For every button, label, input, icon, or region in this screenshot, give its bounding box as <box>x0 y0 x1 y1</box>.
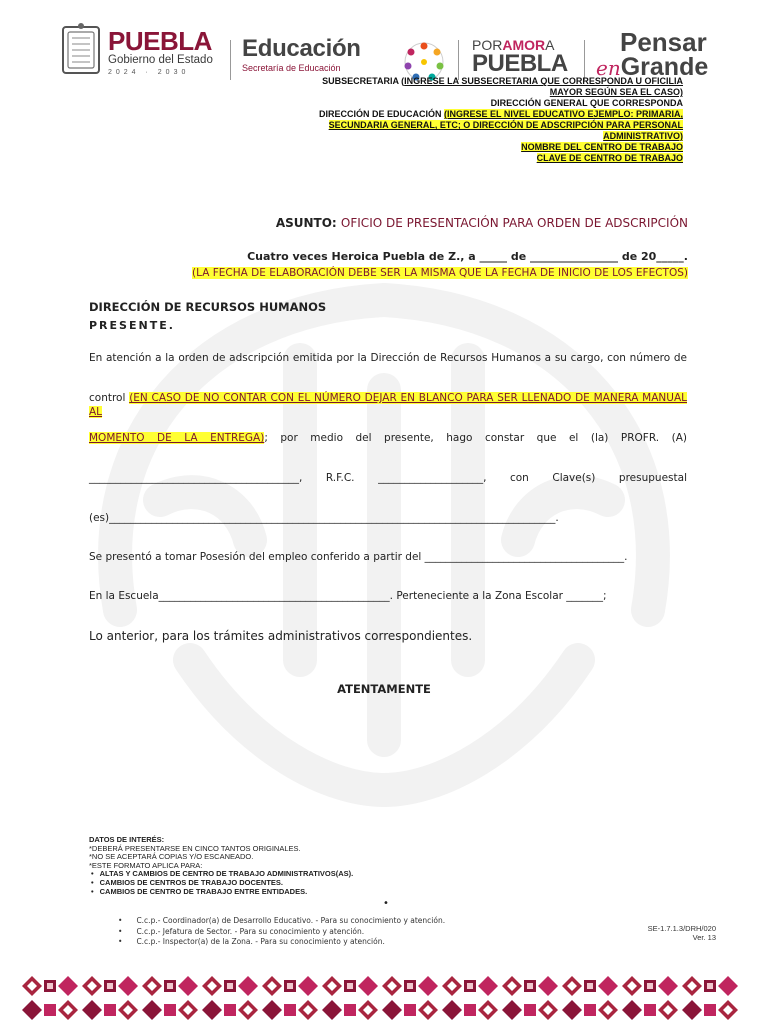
closing-sentence: Lo anterior, para los trámites administrativos correspondientes. <box>89 629 473 643</box>
edu-name: Educación <box>242 35 361 62</box>
logo-divider <box>458 40 459 80</box>
gov-subtitle: Gobierno del Estado <box>108 54 213 66</box>
addressee-text: CLAVE DE CENTRO DE TRABAJO <box>536 153 683 163</box>
subject-label: ASUNTO: <box>275 216 341 230</box>
amor-word: AMOR <box>502 37 546 53</box>
code-text: SE-1.7.1.3/DRH/020 <box>647 924 716 933</box>
body-line-3 <box>89 431 687 445</box>
addressee-line <box>263 76 683 87</box>
ccp-list <box>118 916 445 948</box>
puebla-logo <box>108 28 220 78</box>
addressee-line <box>263 142 683 153</box>
addressee-text: DIRECCIÓN DE EDUCACIÓN <box>318 109 444 119</box>
gov-name: PUEBLA <box>108 26 212 56</box>
gov-years: 2024 · 2030 <box>108 69 190 76</box>
en-word: en <box>596 56 621 80</box>
logo-divider <box>230 40 231 80</box>
control-label: control <box>89 392 130 404</box>
addressee-text: INGRESE LA SUBSECRETARIA QUE CORRESPONDA U OFICILIA <box>404 76 683 86</box>
addressee-text: (INGRESE EL NIVEL EDUCATIVO EJEMPLO: PRIMARIA, <box>443 109 683 119</box>
notes-bullet: • ALTAS Y CAMBIOS DE CENTRO DE TRABAJO ADMINISTRATIVOS(AS). <box>89 870 489 879</box>
addressee-block <box>263 76 683 164</box>
addressee-line: MAYOR SEGÚN SEA EL CASO) <box>549 87 683 97</box>
state-seal-icon <box>60 22 102 78</box>
ccp-item: • C.c.p.- Jefatura de Sector. - Para su conocimiento y atención. <box>118 927 445 938</box>
name-rfc-line: ________________________________________, R.F.C. ____________________, con Clave(s) presupuestal <box>89 472 687 484</box>
amor-suffix: A <box>545 37 555 53</box>
notes-line: *ESTE FORMATO APLICA PARA: <box>89 860 203 870</box>
ccp-item: • C.c.p.- Coordinador(a) de Desarrollo Educativo. - Para su conocimiento y atención. <box>118 916 445 927</box>
presente: PRESENTE. <box>89 319 175 332</box>
ccp-item: • C.c.p.- Inspector(a) de la Zona. - Para su conocimiento y atención. <box>118 937 445 948</box>
notes-bullet: • CAMBIOS DE CENTRO DE TRABAJO ENTRE ENTIDADES. <box>89 888 489 897</box>
edu-subtitle: Secretaría de Educación <box>242 63 341 73</box>
body-line-1: En atención a la orden de adscripción emitida por la Dirección de Recursos Humanos a su cargo, con número de <box>89 352 687 364</box>
posesion-line: Se presentó a tomar Posesión del empleo conferido a partir del ______________________________________. <box>89 551 628 563</box>
addressee-line <box>263 109 683 120</box>
logo-divider <box>584 40 585 80</box>
body-text: ; por medio del presente, hago constar que el (la) PROFR. (A) <box>264 432 687 444</box>
amor-puebla: PUEBLA <box>472 50 568 77</box>
por-amor-a-puebla-logo <box>472 38 572 75</box>
education-logo <box>242 36 361 74</box>
subject-value: OFICIO DE PRESENTACIÓN PARA ORDEN DE ADSCRIPCIÓN <box>340 216 688 230</box>
control-note-end: MOMENTO DE LA ENTREGA) <box>89 432 265 444</box>
addressee-text: SUBSECRETARIA ( <box>322 76 405 86</box>
body-line-2 <box>89 391 687 419</box>
pensar-word: Pensar <box>620 27 707 57</box>
date-note-text: (LA FECHA DE ELABORACIÓN DEBE SER LA MISMA QUE LA FECHA DE INICIO DE LOS EFECTOS) <box>192 267 688 279</box>
date-note <box>192 267 688 279</box>
addressee-text: NOMBRE DEL CENTRO DE TRABAJO <box>521 142 683 152</box>
notes-line: *NO SE ACEPTARÁ COPIAS Y/O ESCANEADO. <box>89 852 254 862</box>
notes-title: DATOS DE INTERÉS: <box>89 835 165 844</box>
version-text: Ver. 13 <box>692 933 716 942</box>
control-note: (EN CASO DE NO CONTAR CON EL NÚMERO DEJAR EN BLANCO PARA SER LLENADO DE MANERA MANUAL AL <box>89 392 687 418</box>
addressee-line: DIRECCIÓN GENERAL QUE CORRESPONDA <box>490 98 683 108</box>
notes-bullet: • CAMBIOS DE CENTROS DE TRABAJO DOCENTES. <box>89 879 489 888</box>
addressee-text: SECUNDARIA GENERAL, ETC; O DIRECCIÓN DE ADSCRIPCIÓN PARA PERSONAL <box>328 120 683 130</box>
atentamente: ATENTAMENTE <box>337 682 431 696</box>
letterhead <box>0 14 768 84</box>
date-line: Cuatro veces Heroica Puebla de Z., a _____ de ________________ de 20_____. <box>247 250 688 263</box>
notes-block <box>89 836 489 896</box>
grande-word: Grande <box>620 53 709 81</box>
notes-line: *DEBERÁ PRESENTARSE EN CINCO TANTOS ORIGINALES. <box>89 843 301 853</box>
addressee-text: ADMINISTRATIVO) <box>603 131 683 141</box>
document-code <box>648 924 716 942</box>
addressee-line <box>263 153 683 164</box>
recipient: DIRECCIÓN DE RECURSOS HUMANOS <box>89 300 327 314</box>
clave-line: (es)_____________________________________________________________________________________. <box>89 512 559 524</box>
escuela-line: En la Escuela____________________________________________. Perteneciente a la Zona Escolar _______; <box>89 590 607 602</box>
subject-line <box>276 216 688 230</box>
bullet-dot-icon: • <box>383 898 389 909</box>
addressee-line <box>263 131 683 142</box>
amor-prefix: POR <box>472 37 503 53</box>
addressee-line <box>263 120 683 131</box>
decorative-pattern-band <box>0 972 768 1024</box>
